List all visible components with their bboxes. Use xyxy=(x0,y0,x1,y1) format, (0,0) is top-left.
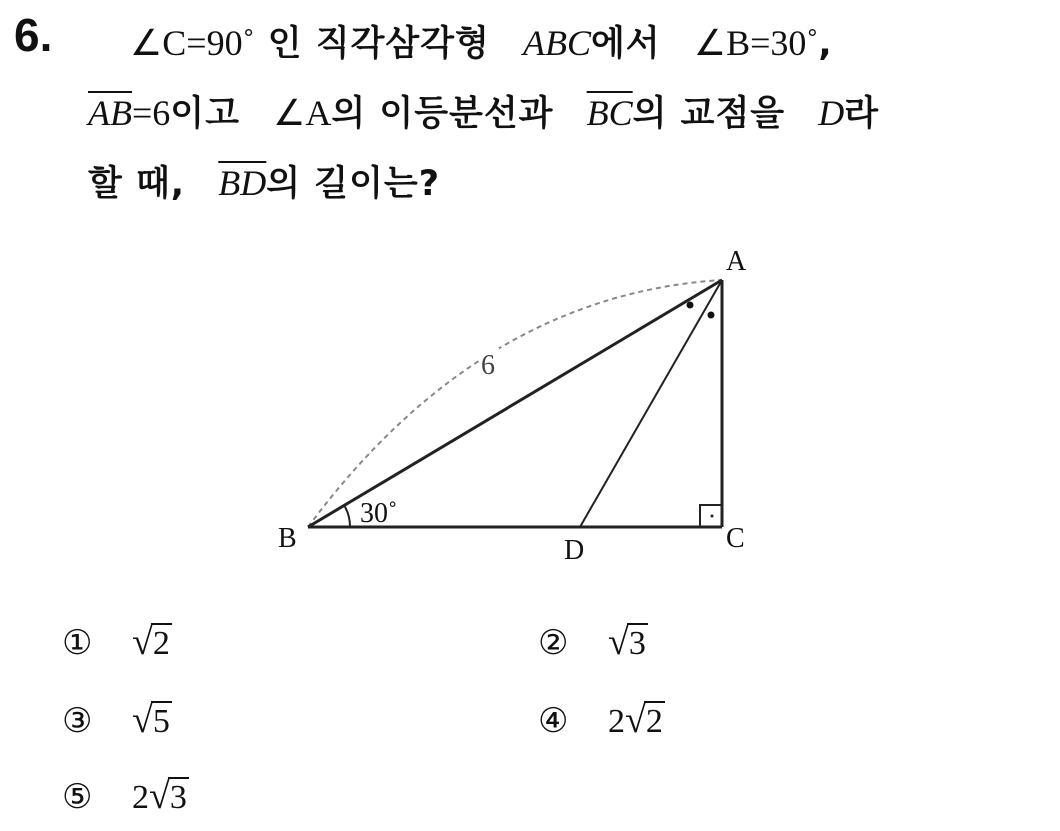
question-text-2d: 라 xyxy=(844,94,880,134)
question-text-2a: 이고 xyxy=(170,94,240,134)
segment-bd: $\overline{BD}$ xyxy=(218,163,267,203)
choice-3[interactable] xyxy=(62,698,172,742)
angle-mark-dot-1 xyxy=(687,302,694,309)
side-ab-length: 6 xyxy=(481,350,495,381)
radicand: 2 xyxy=(645,703,663,740)
radical-sign: √ xyxy=(132,699,153,741)
equals-six: =6 xyxy=(131,93,171,133)
choice-number: ① xyxy=(62,625,93,662)
radical-sign: √ xyxy=(608,621,629,663)
right-angle-dot xyxy=(711,515,714,518)
radical xyxy=(149,774,189,818)
segment-ab: $\overline{AB}$ xyxy=(88,93,132,133)
angle-mark-dot-2 xyxy=(708,312,715,319)
comma: , xyxy=(818,24,833,64)
question-text-1a: 인 직각삼각형 xyxy=(267,24,490,64)
choice-number: ⑤ xyxy=(62,779,93,816)
radicand: 3 xyxy=(169,779,187,816)
angle-a-expr: ∠A xyxy=(273,93,332,133)
label-d: D xyxy=(564,535,585,566)
radical-sign: √ xyxy=(149,775,170,817)
choice-number: ④ xyxy=(538,703,569,740)
choice-number: ③ xyxy=(62,703,93,740)
radicand: 3 xyxy=(628,625,646,662)
point-d: D xyxy=(818,93,845,133)
question-line-3 xyxy=(88,156,440,206)
label-c: C xyxy=(726,523,745,554)
choice-number: ② xyxy=(538,625,569,662)
angle-c-expr: ∠C=90˚ xyxy=(130,23,255,63)
question-number: 6. xyxy=(14,9,53,61)
radical-sign: √ xyxy=(625,699,646,741)
radical-sign: √ xyxy=(132,621,153,663)
choice-4[interactable] xyxy=(538,698,665,742)
question-text-3b: 의 길이는? xyxy=(266,164,441,204)
radical xyxy=(608,620,648,664)
segment-ad xyxy=(580,280,722,527)
segment-bc: $\overline{BC}$ xyxy=(586,93,633,133)
question-text-1b: 에서 xyxy=(591,24,661,64)
angle-b-arc xyxy=(344,505,350,527)
radicand: 5 xyxy=(152,703,170,740)
radical xyxy=(625,698,665,742)
label-a: A xyxy=(726,246,747,277)
angle-b-label: 30˚ xyxy=(360,498,398,529)
radical xyxy=(132,620,172,664)
triangle-abc: ABC xyxy=(523,23,591,63)
question-text-2c: 의 교점을 xyxy=(632,94,786,134)
choice-coefficient: 2 xyxy=(608,703,625,740)
triangle-figure xyxy=(260,235,800,575)
question-text-2b: 의 이등분선과 xyxy=(331,94,554,134)
choice-5[interactable] xyxy=(62,774,189,818)
choice-coefficient: 2 xyxy=(132,779,149,816)
question-line-1 xyxy=(130,16,833,66)
choice-2[interactable] xyxy=(538,620,648,664)
radicand: 2 xyxy=(152,625,170,662)
angle-b-expr: ∠B=30˚ xyxy=(693,23,819,63)
radical xyxy=(132,698,172,742)
question-text-3a: 할 때, xyxy=(88,164,186,204)
label-b: B xyxy=(278,523,297,554)
side-ab xyxy=(308,280,722,527)
question-line-2 xyxy=(88,86,879,136)
choice-1[interactable] xyxy=(62,620,172,664)
